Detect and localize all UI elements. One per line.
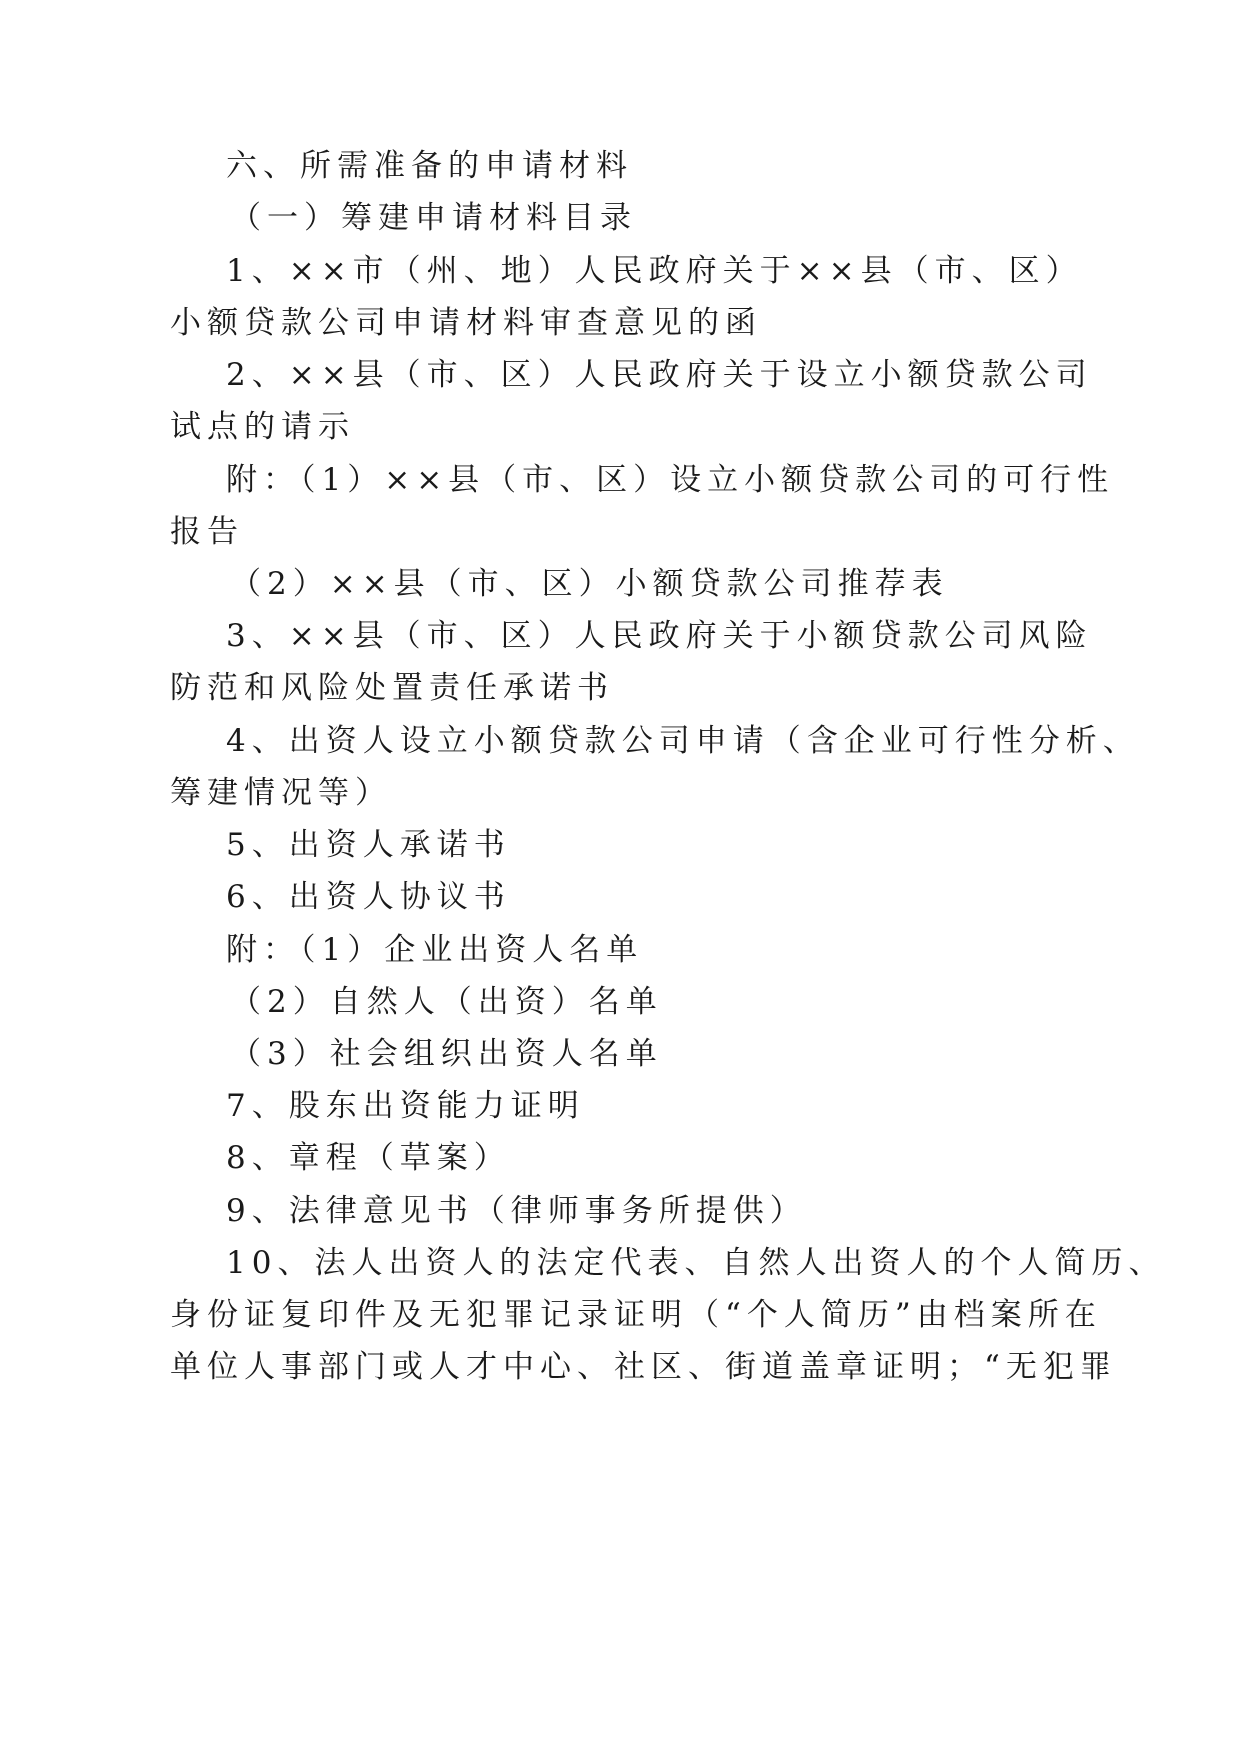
list-item-6: 6、出资人协议书 (226, 879, 511, 915)
subsection-heading: （一）筹建申请材料目录 (230, 200, 637, 236)
list-item-7: 7、股东出资能力证明 (226, 1088, 585, 1124)
appendix-item-line-2: 报告 (170, 514, 244, 550)
list-item-3-line-2: 防范和风险处置责任承诺书 (170, 670, 614, 706)
list-item-10-line-1: 10、法人出资人的法定代表、自然人出资人的个人简历、 (226, 1245, 1166, 1281)
appendix-shareholders-2: （2）自然人（出资）名单 (230, 984, 663, 1020)
list-item-4-line-1: 4、出资人设立小额贷款公司申请（含企业可行性分析、 (226, 723, 1140, 759)
list-item-10-line-3: 单位人事部门或人才中心、社区、街道盖章证明；“无犯罪 (170, 1349, 1117, 1385)
appendix-item-line-1: 附：（1）××县（市、区）设立小额贷款公司的可行性 (226, 462, 1115, 498)
list-item-5: 5、出资人承诺书 (226, 827, 511, 863)
list-item-1-line-2: 小额贷款公司申请材料审查意见的函 (170, 305, 762, 341)
appendix-shareholders-3: （3）社会组织出资人名单 (230, 1036, 663, 1072)
list-item-4-line-2: 筹建情况等） (170, 775, 392, 811)
appendix-item-2: （2）××县（市、区）小额贷款公司推荐表 (230, 566, 949, 602)
list-item-2-line-1: 2、××县（市、区）人民政府关于设立小额贷款公司 (226, 357, 1093, 393)
list-item-2-line-2: 试点的请示 (170, 409, 355, 445)
list-item-8: 8、章程（草案） (226, 1140, 511, 1176)
section-heading: 六、所需准备的申请材料 (226, 148, 633, 184)
list-item-1-line-1: 1、××市（州、地）人民政府关于××县（市、区） (226, 253, 1083, 289)
appendix-shareholders-1: 附：（1）企业出资人名单 (226, 932, 644, 968)
list-item-9: 9、法律意见书（律师事务所提供） (226, 1193, 807, 1229)
list-item-10-line-2: 身份证复印件及无犯罪记录证明（“个人简历”由档案所在 (170, 1297, 1102, 1333)
list-item-3-line-1: 3、××县（市、区）人民政府关于小额贷款公司风险 (226, 618, 1093, 654)
